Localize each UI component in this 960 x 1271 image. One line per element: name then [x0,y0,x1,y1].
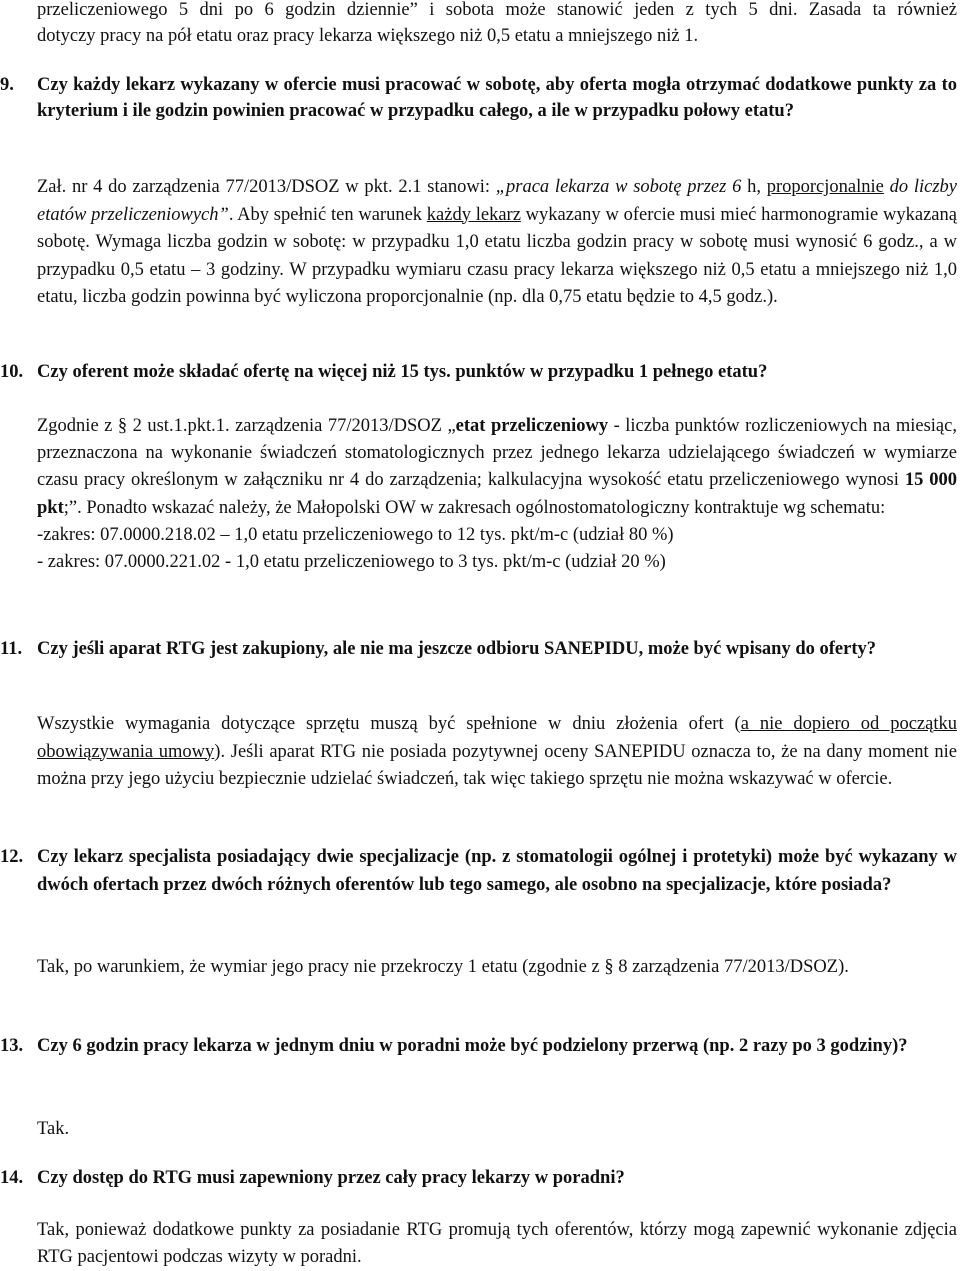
intro-paragraph [37,0,957,49]
intro-line-1: przeliczeniowego 5 dni po 6 godzin dziennie” i sobota może stanowić jeden z tych 5 dni. Zasada ta również [37,0,957,20]
question-number: 13. [0,1036,24,1056]
question-12 [0,843,957,899]
question-14 [0,1165,957,1191]
question-13 [0,1033,957,1060]
answer-12 [37,953,957,982]
scheme-item-1: -zakres: 07.0000.218.02 – 1,0 etatu przeliczeniowego to 12 tys. pkt/m-c (udział 80 %) [37,524,674,545]
question-11 [0,636,957,663]
question-text: Czy jeśli aparat RTG jest zakupiony, ale nie ma jeszcze odbioru SANEPIDU, może być wpisany do oferty? [37,639,876,659]
answer-points: 15 000 pkt [37,470,958,518]
answer-etat-term: etat przeliczeniowy [455,416,609,436]
answer-text-2: . Aby spełnić ten warunek [228,204,427,225]
answer-11 [37,711,957,794]
question-text: Czy dostęp do RTG musi zapewniony przez cały pracy lekarzy w poradni? [37,1168,625,1188]
answer-text: Zał. nr 4 do zarządzenia 77/2013/DSOZ w pkt. 2.1 stanowi: [37,177,496,197]
answer-quote: „praca lekarza w sobotę przez [495,177,733,197]
answer-13 [37,1116,957,1142]
answer-text: Tak. [37,1119,70,1139]
answer-text: Tak, ponieważ dodatkowe punkty za posiadanie RTG promują tych oferentów, którzy mogą zapewnić wykonanie zdjęcia RTG pacjentowi podczas wizyty w poradni. [37,1220,957,1267]
answer-underlined: a nie dopiero od początku obowiązywania umowy [37,714,957,762]
scheme-item-2: - zakres: 07.0000.221.02 - 1,0 etatu przeliczeniowego to 3 tys. pkt/m-c (udział 20 %) [37,552,666,573]
answer-text-2: - liczba punktów rozliczeniowych na miesiąc, przeznaczona na wykonanie świadczeń stomatologicznych przez jednego lekarza udzielającego świadczeń w wymiarze czasu pracy określonym w załączniku nr 4 do zarządzenia; kalkulacyjna wysokość etatu przeliczeniowego wynosi [37,416,957,491]
answer-quote-hours: 6 [732,177,742,197]
question-text: Czy oferent może składać ofertę na więcej niż 15 tys. punktów w przypadku 1 pełnego etatu? [37,362,768,382]
answer-text-3: wykazany w ofercie musi mieć harmonogramie wykazaną sobotę. Wymaga liczba godzin w sobotę: w przypadku 1,0 etatu liczba godzin pracy w sobotę musi wynosić 6 godz., a w przypadku 0,5 etatu – 3 godziny. W przypadku wymiaru czasu pracy lekarza większego niż 0,5 etatu a mniejszego niż 1,0 etatu, liczba godzin powinna być wyliczona proporcjonalnie (np. dla 0,75 etatu będzie to 4,5 godz.). [37,204,957,307]
answer-hours-unit: h, [741,177,767,197]
question-text: Czy lekarz specjalista posiadający dwie specjalizacje (np. z stomatologii ogólnej i protetyki) może być wykazany w dwóch ofertach przez dwóch różnych oferentów lub tego samego, ale osobno na specjalizacje, które posiada? [37,847,957,895]
question-text: Czy każdy lekarz wykazany w ofercie musi pracować w sobotę, aby oferta mogła otrzymać dodatkowe punkty za to kryterium i ile godzin powinien pracować w przypadku całego, a ile w przypadku połowy etatu? [37,75,957,121]
question-number: 10. [0,362,24,382]
answer-text-2: ). Jeśli aparat RTG nie posiada pozytywnej oceny SANEPIDU oznacza to, że na dany moment nie można przy jego użyciu bezpiecznie udzielać świadczeń, tak więc takiego sprzętu nie można wskazywać w ofercie. [37,741,957,789]
question-text: Czy 6 godzin pracy lekarza w jednym dniu w poradni może być podzielony przerwą (np. 2 razy po 3 godziny)? [37,1036,908,1056]
answer-14 [37,1217,957,1271]
answer-text: Tak, po warunkiem, że wymiar jego pracy nie przekroczy 1 etatu (zgodnie z § 8 zarządzenia 77/2013/DSOZ). [37,957,849,977]
question-9 [0,72,957,124]
answer-text-3: ;”. Ponadto wskazać należy, że Małopolski OW w zakresach ogólnostomatologiczny kontraktuje wg schematu: [63,497,886,518]
answer-every-doctor: każdy lekarz [426,204,521,225]
answer-10 [37,413,957,576]
question-number: 9. [0,75,14,95]
answer-text: Wszystkie wymagania dotyczące sprzętu muszą być spełnione w dniu złożenia ofert ( [37,714,741,734]
intro-line-2: dotyczy pracy na pół etatu oraz pracy lekarza większego niż 0,5 etatu a mniejszego niż 1. [37,26,699,46]
answer-proportional: proporcjonalnie [766,177,884,197]
answer-9 [37,174,957,312]
question-number: 11. [0,639,23,659]
question-number: 14. [0,1168,24,1188]
answer-text: Zgodnie z § 2 ust.1.pkt.1. zarządzenia 77/2013/DSOZ „ [37,416,456,436]
question-number: 12. [0,847,24,867]
answer-quote-end: do liczby etatów przeliczeniowych” [37,177,957,225]
question-10 [0,359,957,385]
